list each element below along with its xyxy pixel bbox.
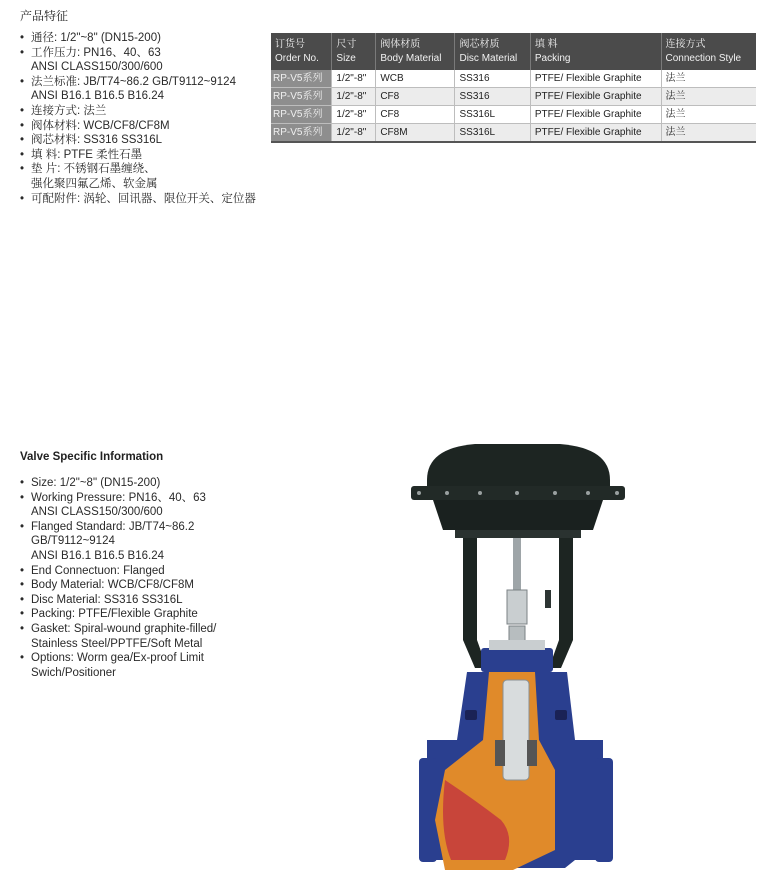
en-section-heading: Valve Specific Information: [20, 451, 164, 463]
bonnet-flange: [481, 648, 553, 672]
feature-item-line: GB/T9112~9124: [31, 535, 115, 548]
feature-item: [20, 593, 260, 608]
column-header-cn: 填 料: [534, 38, 558, 50]
actuator-dome: [427, 444, 610, 492]
feature-item: [20, 520, 260, 564]
table-cell: RP-V5系列: [271, 70, 332, 88]
feature-item: [20, 31, 265, 46]
actuator-lower-housing: [433, 500, 603, 530]
feature-item: [20, 491, 260, 520]
table-cell: SS316: [455, 70, 530, 88]
table-row: [271, 106, 756, 124]
table-cell: WCB: [376, 70, 455, 88]
column-header-en: Size: [336, 52, 356, 64]
table-row: [271, 70, 756, 88]
right-flange: [595, 758, 613, 862]
table-cell: RP-V5系列: [271, 88, 332, 106]
table-cell: 法兰: [661, 88, 756, 106]
feature-item-line: ANSI B16.1 B16.5 B16.24: [31, 90, 164, 103]
table-cell: RP-V5系列: [271, 106, 332, 124]
spec-table: [271, 33, 756, 143]
feature-item: [20, 104, 265, 119]
cn-feature-list: [20, 31, 265, 206]
table-row: [271, 88, 756, 106]
table-cell: 1/2"-8": [332, 70, 376, 88]
feature-item-line: ANSI CLASS150/300/600: [31, 61, 163, 74]
feature-item-line: ANSI B16.1 B16.5 B16.24: [31, 549, 164, 562]
feature-item: [20, 46, 265, 75]
column-header-en: Disc Material: [459, 52, 518, 64]
valve-plug: [503, 680, 529, 780]
table-cell: PTFE/ Flexible Graphite: [530, 106, 661, 124]
feature-item-line: • 连接方式: 法兰: [31, 104, 107, 117]
feature-item: [20, 162, 265, 191]
feature-item-line: ANSI CLASS150/300/600: [31, 506, 163, 519]
column-header-en: Connection Style: [665, 52, 742, 64]
valve-stem: [513, 538, 521, 598]
left-flange: [419, 758, 437, 862]
feature-item-line: • Body Material: WCB/CF8/CF8M: [31, 579, 194, 592]
table-cell: 1/2"-8": [332, 124, 376, 143]
feature-item: [20, 119, 265, 134]
column-header: [376, 33, 455, 70]
feature-item-line: • 填 料: PTFE 柔性石墨: [31, 148, 143, 161]
table-cell: CF8: [376, 106, 455, 124]
feature-item-line: 强化聚四氟乙烯、软金属: [31, 177, 158, 190]
feature-item: [20, 622, 260, 651]
feature-item: [20, 476, 260, 491]
table-cell: CF8: [376, 88, 455, 106]
feature-item: [20, 607, 260, 622]
column-header-cn: 尺寸: [336, 38, 357, 50]
feature-item-line: Swich/Positioner: [31, 666, 117, 679]
table-cell: SS316: [455, 88, 530, 106]
table-cell: PTFE/ Flexible Graphite: [530, 70, 661, 88]
feature-item-line: • 可配附件: 涡轮、回讯器、限位开关、定位器: [31, 192, 256, 205]
feature-item-line: • 法兰标准: JB/T74~86.2 GB/T9112~9124: [31, 75, 236, 88]
column-header: [332, 33, 376, 70]
feature-item-line: • Packing: PTFE/Flexible Graphite: [31, 608, 198, 621]
cn-section-heading: 产品特征: [20, 9, 69, 23]
table-cell: 法兰: [661, 106, 756, 124]
feature-item-line: • Size: 1/2"~8" (DN15-200): [31, 477, 161, 489]
feature-item-line: • 阀体材料: WCB/CF8/CF8M: [31, 119, 170, 132]
feature-item: [20, 564, 260, 579]
feature-item: [20, 192, 265, 207]
feature-item-line: • Flanged Standard: JB/T74~86.2: [31, 520, 195, 533]
feature-item: [20, 651, 260, 680]
feature-item-line: • Working Pressure: PN16、40、63: [31, 491, 206, 504]
table-cell: SS316L: [455, 124, 530, 143]
control-valve-illustration: [405, 440, 630, 872]
en-feature-list: [20, 476, 260, 680]
feature-item-line: Stainless Steel/PPTFE/Soft Metal: [31, 637, 203, 650]
table-cell: RP-V5系列: [271, 124, 332, 143]
feature-item-line: • 通径: 1/2"~8" (DN15-200): [31, 32, 161, 44]
feature-item: [20, 75, 265, 104]
table-cell: 法兰: [661, 70, 756, 88]
feature-item-line: • End Connectuon: Flanged: [31, 564, 165, 577]
table-row: [271, 124, 756, 143]
table-cell: 1/2"-8": [332, 88, 376, 106]
feature-item-line: • 阀芯材料: SS316 SS316L: [31, 134, 163, 147]
table-cell: 1/2"-8": [332, 106, 376, 124]
feature-item-line: • Disc Material: SS316 SS316L: [31, 593, 183, 606]
table-cell: SS316L: [455, 106, 530, 124]
feature-item: [20, 578, 260, 593]
spec-table-body: [271, 70, 756, 142]
table-cell: PTFE/ Flexible Graphite: [530, 88, 661, 106]
table-cell: CF8M: [376, 124, 455, 143]
feature-item: [20, 133, 265, 148]
feature-item-line: • Gasket: Spiral-wound graphite-filled/: [31, 622, 217, 635]
column-header-cn: 连接方式: [665, 38, 706, 50]
feature-item: [20, 148, 265, 163]
column-header-cn: 阀芯材质: [459, 38, 500, 50]
feature-item-line: • Options: Worm gea/Ex-proof Limit: [31, 652, 204, 665]
table-cell: 法兰: [661, 124, 756, 143]
spec-table-header-row: [271, 33, 756, 70]
column-header: [530, 33, 661, 70]
column-header-en: Packing: [534, 52, 571, 64]
column-header-en: Order No.: [275, 52, 319, 64]
column-header-cn: 订货号: [275, 38, 305, 50]
column-header: [455, 33, 530, 70]
feature-item-line: • 垫 片: 不锈钢石墨缠绕、: [31, 163, 156, 176]
column-header: [661, 33, 756, 70]
feature-item-line: • 工作压力: PN16、40、63: [31, 46, 161, 59]
column-header: [271, 33, 332, 70]
column-header-cn: 阀体材质: [380, 38, 421, 50]
table-cell: PTFE/ Flexible Graphite: [530, 124, 661, 143]
column-header-en: Body Material: [380, 52, 442, 64]
